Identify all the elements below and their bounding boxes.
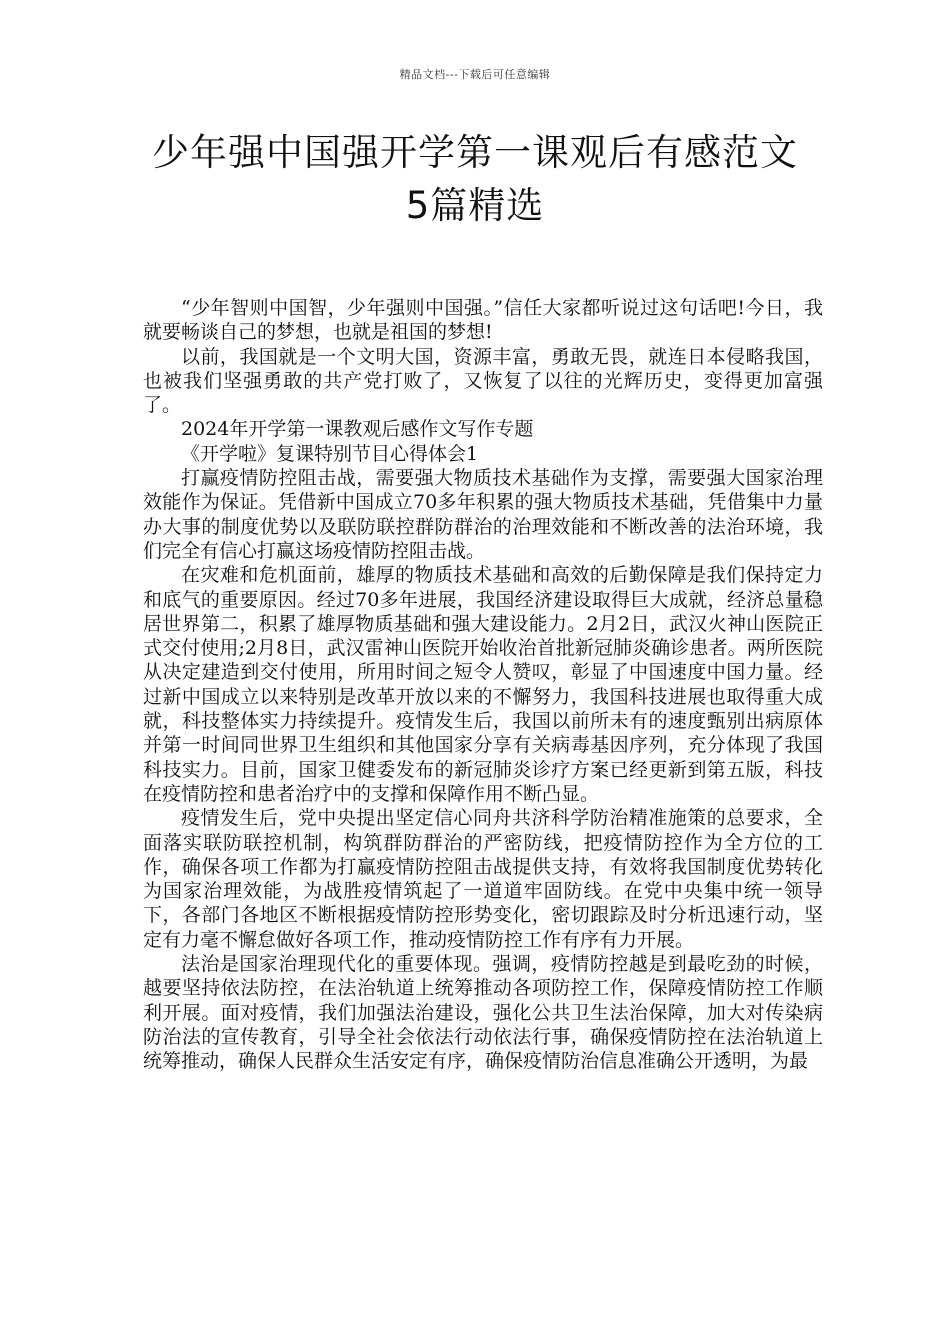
paragraph: “少年智则中国智，少年强则中国强。”信任大家都听说过这句话吧!今日，我就要畅谈自己的梦想，也就是祖国的梦想! xyxy=(143,297,823,344)
title-line-1: 少年强中国强开学第一课观后有感范文 xyxy=(152,131,798,174)
paragraph: 疫情发生后，党中央提出坚定信心同舟共济科学防治精准施策的总要求，全面落实联防联控机制，构筑群防群治的严密防线，把疫情防控作为全方位的工作，确保各项工作都为打赢疫情防控阻击战提供支持，有效将我国制度优势转化为国家治理效能，为战胜疫情筑起了一道道牢固防线。在党中央集中统一领导下，各部门各地区不断根据疫情防控形势变化，密切跟踪及时分析迅速行动，坚定有力毫不懈怠做好各项工作，推动疫情防控工作有序有力开展。 xyxy=(143,807,823,951)
paragraph: 法治是国家治理现代化的重要体现。强调，疫情防控越是到最吃劲的时候，越要坚持依法防控，在法治轨道上统筹推动各项防控工作，保障疫情防控工作顺利开展。面对疫情，我们加强法治建设，强化公共卫生法治保障，加大对传染病防治法的宣传教育，引导全社会依法行动依法行事，确保疫情防控在法治轨道上统筹推动，确保人民群众生活安定有序，确保疫情防治信息准确公开透明，为最 xyxy=(143,953,823,1073)
paragraph: 《开学啦》复课特别节目心得体会1 xyxy=(181,442,479,465)
paragraph: 2024年开学第一课教观后感作文写作专题 xyxy=(181,418,534,441)
paragraph: 在灾难和危机面前，雄厚的物质技术基础和高效的后勤保障是我们保持定力和底气的重要原因。经过70多年进展，我国经济建设取得巨大成就，经济总量稳居世界第二，积累了雄厚物质基础和强大建设能力。2月2日，武汉火神山医院正式交付使用;2月8日，武汉雷神山医院开始收治首批新冠肺炎确诊患者。两所医院从决定建造到交付使用，所用时间之短令人赞叹，彰显了中国速度中国力量。经过新中国成立以来特别是改革开放以来的不懈努力，我国科技进展也取得重大成就，科技整体实力持续提升。疫情发生后，我国以前所未有的速度甄别出病原体并第一时间同世界卫生组织和其他国家分享有关病毒基因序列，充分体现了我国科技实力。目前，国家卫健委发布的新冠肺炎诊疗方案已经更新到第五版，科技在疫情防控和患者治疗中的支撑和保障作用不断凸显。 xyxy=(143,564,823,805)
article-body xyxy=(143,296,823,1074)
title-line-2: 5篇精选 xyxy=(405,184,545,227)
paragraph: 打赢疫情防控阻击战，需要强大物质技术基础作为支撑，需要强大国家治理效能作为保证。凭借新中国成立70多年积累的强大物质技术基础，凭借集中力量办大事的制度优势以及联防联控群防群治的治理效能和不断改善的法治环境，我们完全有信心打赢这场疫情防控阻击战。 xyxy=(143,467,823,562)
page-title xyxy=(120,126,830,232)
header-note: 精品文档---下载后可任意编辑 xyxy=(399,68,551,81)
paragraph: 以前，我国就是一个文明大国，资源丰富，勇敢无畏，就连日本侵略我国，也被我们坚强勇敢的共产党打败了，又恢复了以往的光辉历史，变得更加富强了。 xyxy=(143,345,823,417)
